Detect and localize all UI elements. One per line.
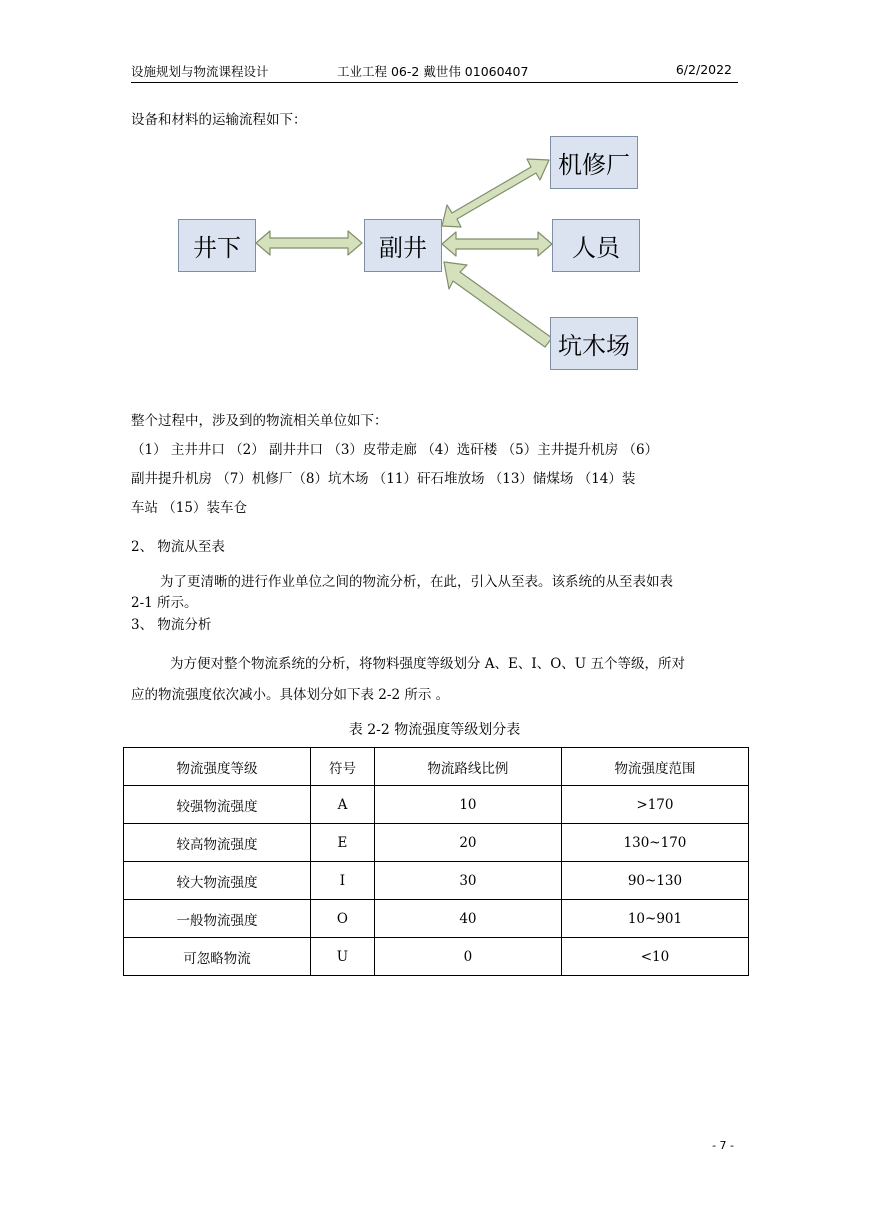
section-3-heading: 3、 物流分析: [131, 617, 212, 633]
node-repair-shop: 机修厂: [550, 136, 638, 189]
table-cell: 一般物流强度: [124, 900, 311, 938]
page-number: - 7 -: [712, 1139, 734, 1152]
para-2-line-2: 2-1 所示。: [131, 595, 198, 611]
transport-flow-diagram: [0, 0, 869, 400]
table-row: [124, 824, 749, 862]
para-3-line-1: 为方便对整个物流系统的分析，将物料强度等级划分 A、E、I、O、U 五个等级，所对: [170, 656, 685, 672]
logistics-grade-table: [123, 747, 749, 976]
table-cell: >170: [561, 786, 748, 824]
header-author-info: 工业工程 06-2 戴世伟 01060407: [337, 64, 529, 79]
flow-intro-text: 设备和材料的运输流程如下：: [131, 112, 307, 128]
arrow-timber-aux: [444, 262, 552, 347]
table-cell: 10: [374, 786, 561, 824]
table-row: [124, 900, 749, 938]
table-caption: 表 2-2 物流强度等级划分表: [348, 722, 521, 738]
table-header-cell: 物流强度等级: [124, 748, 311, 786]
table-cell: 40: [374, 900, 561, 938]
header-course-title: 设施规划与物流课程设计: [131, 64, 269, 79]
table-row: [124, 786, 749, 824]
para-2-line-1: 为了更清晰的进行作业单位之间的物流分析，在此，引入从至表。该系统的从至表如表: [160, 574, 673, 590]
table-header-cell: 物流路线比例: [374, 748, 561, 786]
node-timber-yard: 坑木场: [550, 317, 638, 370]
node-personnel: 人员: [552, 219, 640, 272]
table-cell: U: [311, 938, 375, 976]
units-line-2: 副井提升机房 （7）机修厂（8）坑木场 （11）矸石堆放场 （13）储煤场 （14）装: [131, 471, 636, 487]
table-row: [124, 862, 749, 900]
table-cell: 较大物流强度: [124, 862, 311, 900]
units-line-3: 车站 （15）装车仓: [131, 500, 247, 516]
table-cell: 较高物流强度: [124, 824, 311, 862]
table-header-cell: 物流强度范围: [561, 748, 748, 786]
table-cell: 较强物流强度: [124, 786, 311, 824]
table-cell: E: [311, 824, 375, 862]
arrow-aux-repair: [442, 159, 549, 227]
table-cell: 0: [374, 938, 561, 976]
table-cell: O: [311, 900, 375, 938]
node-underground: 井下: [178, 219, 256, 272]
table-header-cell: 符号: [311, 748, 375, 786]
header-date: 6/2/2022: [675, 62, 732, 77]
table-cell: I: [311, 862, 375, 900]
arrow-aux-personnel: [442, 232, 552, 256]
table-cell: <10: [561, 938, 748, 976]
units-intro-text: 整个过程中，涉及到的物流相关单位如下：: [131, 413, 388, 429]
table-cell: 130~170: [561, 824, 748, 862]
table-row: [124, 938, 749, 976]
section-2-heading: 2、 物流从至表: [131, 539, 225, 555]
table-cell: 30: [374, 862, 561, 900]
table-cell: 90~130: [561, 862, 748, 900]
table-cell: 可忽略物流: [124, 938, 311, 976]
table-header-row: [124, 748, 749, 786]
table-cell: 20: [374, 824, 561, 862]
node-aux-shaft: 副井: [364, 219, 442, 272]
para-3-line-2: 应的物流强度依次减小。具体划分如下表 2-2 所示 。: [131, 687, 450, 703]
table-cell: A: [311, 786, 375, 824]
table-cell: 10~901: [561, 900, 748, 938]
arrow-underground-aux: [256, 231, 362, 255]
units-line-1: （1） 主井井口 （2） 副井井口 （3）皮带走廊 （4）选矸楼 （5）主井提升机房 （6）: [131, 442, 659, 458]
